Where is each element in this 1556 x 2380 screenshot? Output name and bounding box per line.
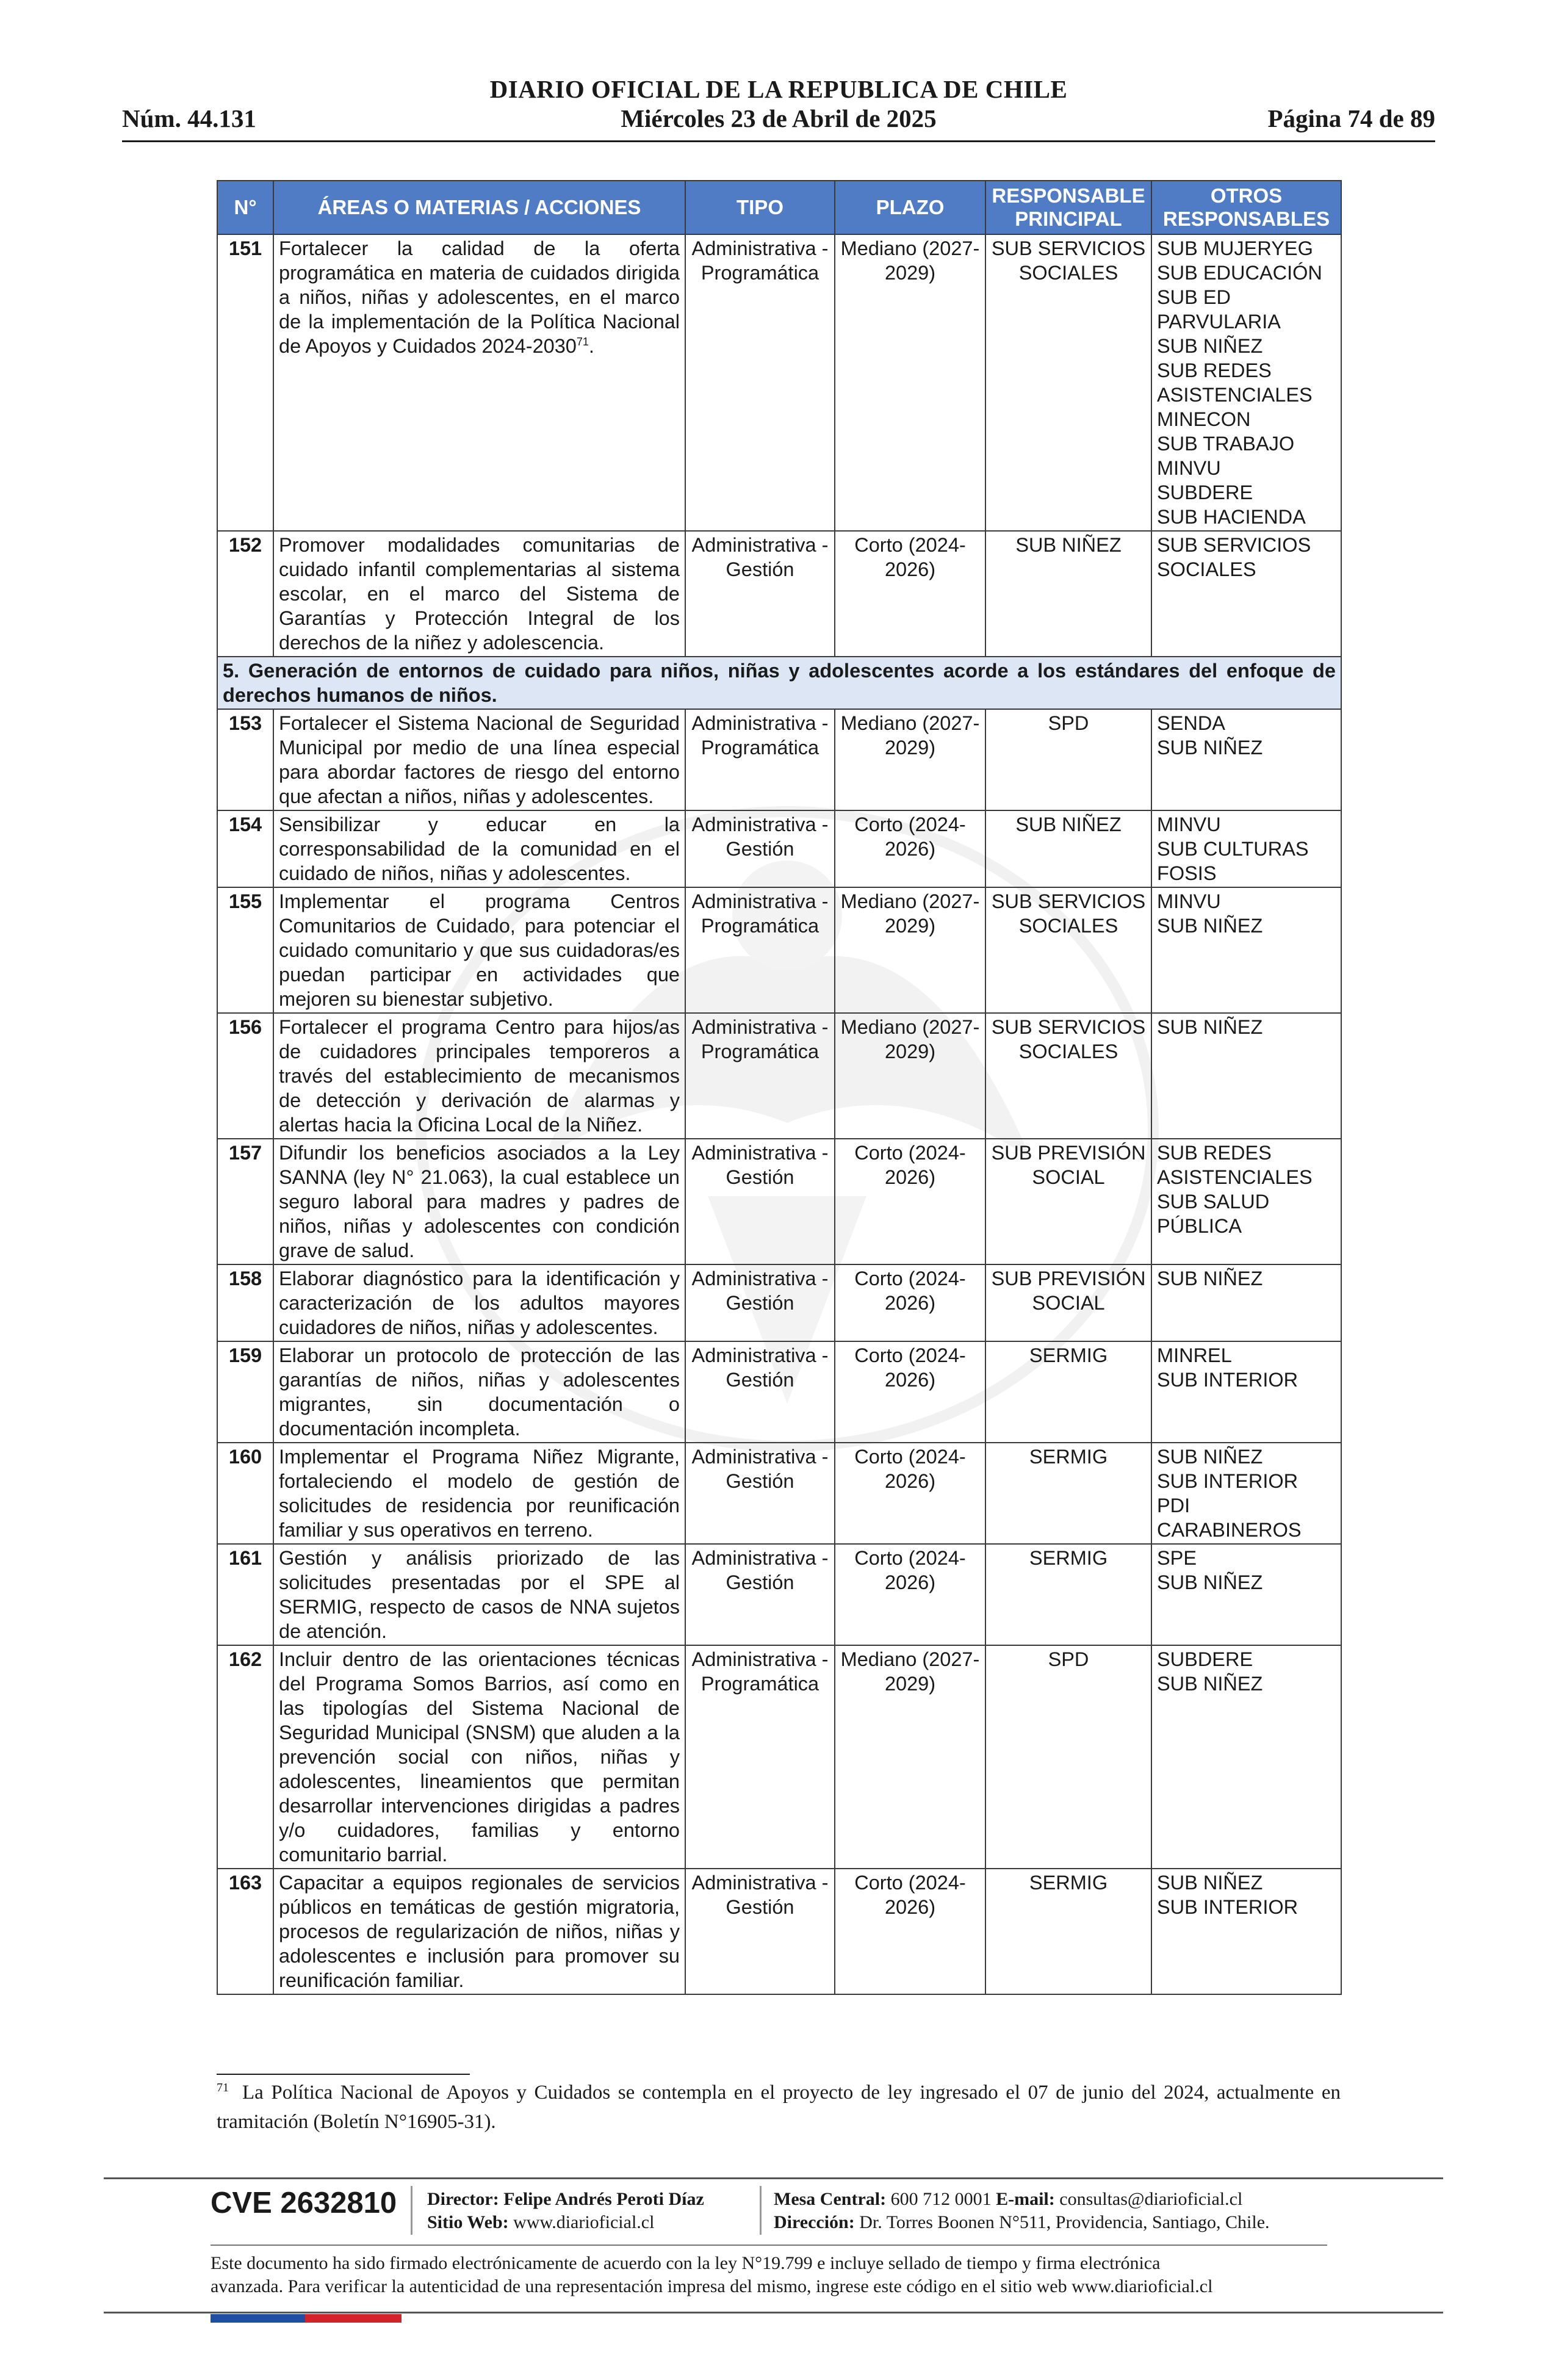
col-header-num: N° bbox=[217, 181, 273, 234]
footer-mid-rule bbox=[211, 2245, 1327, 2246]
other-responsible: SUB INTERIOR bbox=[1157, 1470, 1298, 1492]
table-body-section-5 bbox=[217, 709, 1341, 1994]
row-plazo: Corto (2024-2026) bbox=[835, 810, 985, 887]
row-otros bbox=[1151, 1139, 1341, 1264]
row-number: 153 bbox=[217, 709, 273, 810]
row-tipo: Administrativa - Gestión bbox=[685, 1443, 835, 1544]
row-otros bbox=[1151, 531, 1341, 657]
row-action-text: Capacitar a equipos regionales de servicios públicos en temáticas de gestión migratoria, procesos de regularización de niños, niñas y adolescentes e inclusión para promover su reunificación familiar. bbox=[279, 1872, 680, 1991]
phone-number: 600 712 0001 bbox=[890, 2189, 992, 2209]
row-plazo: Corto (2024-2026) bbox=[835, 531, 985, 657]
row-otros bbox=[1151, 234, 1341, 531]
row-number: 161 bbox=[217, 1544, 273, 1645]
row-responsable: SERMIG bbox=[985, 1341, 1151, 1443]
section-5-title: 5. Generación de entornos de cuidado para niños, niñas y adolescentes acorde a los estándares del enfoque de derechos humanos de niños. bbox=[217, 657, 1341, 709]
table-row bbox=[217, 1544, 1341, 1645]
row-number: 157 bbox=[217, 1139, 273, 1264]
row-plazo: Corto (2024-2026) bbox=[835, 1544, 985, 1645]
table-row bbox=[217, 1139, 1341, 1264]
table-row bbox=[217, 234, 1341, 531]
other-responsible: SUB NIÑEZ bbox=[1157, 1872, 1263, 1894]
row-action bbox=[273, 1544, 685, 1645]
col-header-otros: OTROS RESPONSABLES bbox=[1151, 181, 1341, 234]
email-link[interactable]: consultas@diarioficial.cl bbox=[1059, 2189, 1243, 2209]
cve-code: CVE 2632810 bbox=[211, 2187, 397, 2220]
row-plazo: Corto (2024-2026) bbox=[835, 1869, 985, 1994]
other-responsible: SUB NIÑEZ bbox=[1157, 335, 1263, 357]
other-responsible: SUB NIÑEZ bbox=[1157, 1673, 1263, 1695]
table-row bbox=[217, 1443, 1341, 1544]
other-responsible: SUBDERE bbox=[1157, 481, 1253, 503]
other-responsible: MINVU bbox=[1157, 890, 1221, 912]
row-otros bbox=[1151, 1443, 1341, 1544]
row-tipo: Administrativa - Programática bbox=[685, 1645, 835, 1869]
row-action-text: Implementar el programa Centros Comunitarios de Cuidado, para potenciar el cuidado comunitario y que sus cuidadoras/es puedan participar en actividades que mejoren su bienestar subjetivo. bbox=[279, 890, 680, 1010]
other-responsible: SUB CULTURAS bbox=[1157, 838, 1309, 860]
row-otros bbox=[1151, 1264, 1341, 1341]
other-responsible: PARVULARIA bbox=[1157, 311, 1281, 333]
row-action bbox=[273, 531, 685, 657]
row-otros bbox=[1151, 1869, 1341, 1994]
row-tipo: Administrativa - Gestión bbox=[685, 1341, 835, 1443]
row-action-text: Implementar el Programa Niñez Migrante, fortaleciendo el modelo de gestión de solicitudes de residencia por reunificación familiar y sus operativos en terreno. bbox=[279, 1446, 680, 1541]
other-responsible: SUB NIÑEZ bbox=[1157, 737, 1263, 759]
row-otros bbox=[1151, 1013, 1341, 1139]
other-responsible: MINECON bbox=[1157, 408, 1251, 430]
other-responsible: PÚBLICA bbox=[1157, 1215, 1242, 1237]
row-responsable: SERMIG bbox=[985, 1544, 1151, 1645]
row-action bbox=[273, 1264, 685, 1341]
row-responsable: SUB SERVICIOS SOCIALES bbox=[985, 234, 1151, 531]
other-responsible: ASISTENCIALES bbox=[1157, 1166, 1313, 1188]
row-action bbox=[273, 1139, 685, 1264]
row-number: 160 bbox=[217, 1443, 273, 1544]
other-responsible: MINVU bbox=[1157, 813, 1221, 835]
header-rule bbox=[122, 140, 1435, 142]
other-responsible: SENDA bbox=[1157, 712, 1225, 734]
row-action bbox=[273, 1869, 685, 1994]
other-responsible: SUB SERVICIOS bbox=[1157, 534, 1311, 556]
row-plazo: Mediano (2027-2029) bbox=[835, 234, 985, 531]
row-plazo: Mediano (2027-2029) bbox=[835, 1645, 985, 1869]
row-action bbox=[273, 1443, 685, 1544]
other-responsible: SUB SALUD bbox=[1157, 1191, 1270, 1213]
row-plazo: Corto (2024-2026) bbox=[835, 1139, 985, 1264]
other-responsible: SUB NIÑEZ bbox=[1157, 1571, 1263, 1593]
row-number: 156 bbox=[217, 1013, 273, 1139]
row-action-text: Difundir los beneficios asociados a la Ley SANNA (ley N° 21.063), la cual establece un seguro laboral para madres y padres de niños, niñas y adolescentes con condición grave de salud. bbox=[279, 1142, 680, 1261]
other-responsible: SUB MUJERYEG bbox=[1157, 237, 1313, 259]
row-responsable: SUB PREVISIÓN SOCIAL bbox=[985, 1264, 1151, 1341]
other-responsible: FOSIS bbox=[1157, 862, 1217, 884]
table-row bbox=[217, 810, 1341, 887]
page-indicator: Página 74 de 89 bbox=[1267, 104, 1435, 132]
row-number: 154 bbox=[217, 810, 273, 887]
other-responsible: SUB NIÑEZ bbox=[1157, 1016, 1263, 1038]
row-action bbox=[273, 709, 685, 810]
row-responsable: SERMIG bbox=[985, 1443, 1151, 1544]
row-otros bbox=[1151, 709, 1341, 810]
director-name: Felipe Andrés Peroti Díaz bbox=[503, 2189, 704, 2209]
other-responsible: SUB TRABAJO bbox=[1157, 433, 1295, 455]
col-header-tipo: TIPO bbox=[685, 181, 835, 234]
flag-stripe-red bbox=[305, 2314, 402, 2323]
row-number: 159 bbox=[217, 1341, 273, 1443]
row-responsable: SUB SERVICIOS SOCIALES bbox=[985, 887, 1151, 1013]
row-plazo: Corto (2024-2026) bbox=[835, 1264, 985, 1341]
other-responsible: SUBDERE bbox=[1157, 1648, 1253, 1670]
row-action-text: Gestión y análisis priorizado de las solicitudes presentadas por el SPE al SERMIG, respecto de casos de NNA sujetos de atención. bbox=[279, 1547, 680, 1642]
row-action bbox=[273, 887, 685, 1013]
other-responsible: PDI bbox=[1157, 1495, 1190, 1516]
footer-contact-block: Mesa Central: 600 712 0001 E-mail: consultas@diarioficial.cl Dirección: Dr. Torres Boonen N°511, Providencia, Santiago, Chile. bbox=[774, 2189, 1270, 2232]
row-plazo: Corto (2024-2026) bbox=[835, 1341, 985, 1443]
row-otros bbox=[1151, 810, 1341, 887]
footnote-rule bbox=[217, 2074, 470, 2075]
other-responsible: SOCIALES bbox=[1157, 558, 1256, 580]
actions-table bbox=[217, 180, 1342, 1995]
other-responsible: SUB EDUCACIÓN bbox=[1157, 262, 1322, 284]
footer-director-block: Director: Felipe Andrés Peroti Díaz Sitio Web: www.diarioficial.cl bbox=[427, 2189, 704, 2232]
row-number: 163 bbox=[217, 1869, 273, 1994]
table-row bbox=[217, 1341, 1341, 1443]
other-responsible: SUB NIÑEZ bbox=[1157, 1446, 1263, 1468]
row-action bbox=[273, 1013, 685, 1139]
table-row bbox=[217, 1013, 1341, 1139]
row-plazo: Mediano (2027-2029) bbox=[835, 1013, 985, 1139]
row-tipo: Administrativa - Programática bbox=[685, 709, 835, 810]
row-responsable: SPD bbox=[985, 709, 1151, 810]
col-header-responsable: RESPONSABLE PRINCIPAL bbox=[985, 181, 1151, 234]
table-row bbox=[217, 1645, 1341, 1869]
website-link[interactable]: www.diarioficial.cl bbox=[513, 2212, 655, 2232]
other-responsible: MINVU bbox=[1157, 457, 1221, 479]
footnote-text: La Política Nacional de Apoyos y Cuidados se contempla en el proyecto de ley ingresado el 07 de junio del 2024, actualmente en tramitación (Boletín N°16905-31). bbox=[217, 2082, 1341, 2133]
row-responsable: SUB SERVICIOS SOCIALES bbox=[985, 1013, 1151, 1139]
journal-title: DIARIO OFICIAL DE LA REPUBLICA DE CHILE bbox=[489, 75, 1068, 103]
table-row bbox=[217, 709, 1341, 810]
row-responsable: SUB NIÑEZ bbox=[985, 531, 1151, 657]
footer-top-rule bbox=[104, 2177, 1443, 2179]
table-row bbox=[217, 531, 1341, 657]
row-tipo: Administrativa - Programática bbox=[685, 887, 835, 1013]
row-plazo: Mediano (2027-2029) bbox=[835, 709, 985, 810]
row-action bbox=[273, 810, 685, 887]
table-header-row bbox=[217, 181, 1341, 234]
flag-stripe-blue bbox=[211, 2314, 305, 2323]
table-row bbox=[217, 1264, 1341, 1341]
table-body-section-4 bbox=[217, 234, 1341, 657]
footer-bottom-rule bbox=[104, 2312, 1443, 2313]
other-responsible: SUB INTERIOR bbox=[1157, 1896, 1298, 1918]
row-tipo: Administrativa - Gestión bbox=[685, 1544, 835, 1645]
footer-divider bbox=[411, 2186, 412, 2235]
col-header-plazo: PLAZO bbox=[835, 181, 985, 234]
row-otros bbox=[1151, 1645, 1341, 1869]
row-tipo: Administrativa - Gestión bbox=[685, 1264, 835, 1341]
row-responsable: SUB PREVISIÓN SOCIAL bbox=[985, 1139, 1151, 1264]
footnote-marker: 71 bbox=[576, 336, 589, 348]
footnote-ref: 71 bbox=[217, 2081, 229, 2094]
row-tipo: Administrativa - Gestión bbox=[685, 1139, 835, 1264]
table-row bbox=[217, 1869, 1341, 1994]
row-responsable: SERMIG bbox=[985, 1869, 1151, 1994]
issue-number: Núm. 44.131 bbox=[122, 104, 256, 132]
page-header bbox=[122, 74, 1435, 143]
other-responsible: SUB INTERIOR bbox=[1157, 1369, 1298, 1391]
other-responsible: CARABINEROS bbox=[1157, 1519, 1302, 1541]
other-responsible: SPE bbox=[1157, 1547, 1197, 1569]
other-responsible: SUB HACIENDA bbox=[1157, 506, 1306, 528]
row-tipo: Administrativa - Gestión bbox=[685, 1869, 835, 1994]
signature-notice: Este documento ha sido firmado electrónicamente de acuerdo con la ley N°19.799 e incluye sellado de tiempo y firma electrónica avanzada. Para verificar la autenticidad de una representación impresa del mismo, ingrese este código en el sitio web www.diarioficial.cl bbox=[211, 2253, 1213, 2296]
row-action-text: Elaborar diagnóstico para la identificación y caracterización de los adultos mayores cuidadores de niños, niñas y adolescentes. bbox=[279, 1268, 680, 1338]
section-5-row bbox=[217, 657, 1341, 709]
row-number: 158 bbox=[217, 1264, 273, 1341]
row-number: 162 bbox=[217, 1645, 273, 1869]
row-action-text: Elaborar un protocolo de protección de las garantías de niños, niñas y adolescentes migrantes, sin documentación o documentación incompleta. bbox=[279, 1344, 680, 1440]
footnote bbox=[217, 2078, 1341, 2137]
row-tipo: Administrativa - Gestión bbox=[685, 810, 835, 887]
row-action-text: Fortalecer el programa Centro para hijos/as de cuidadores principales temporeros a través del establecimiento de mecanismos de detección y derivación de alarmas y alertas hacia la Oficina Local de la Niñez. bbox=[279, 1016, 680, 1136]
row-number: 151 bbox=[217, 234, 273, 531]
row-action: Fortalecer la calidad de la oferta programática en materia de cuidados dirigida a niños, niñas y adolescentes, en el marco de la implementación de la Política Nacional de Apoyos y Cuidados 2024-2030$^{71}$. bbox=[273, 234, 685, 531]
row-plazo: Mediano (2027-2029) bbox=[835, 887, 985, 1013]
row-responsable: SPD bbox=[985, 1645, 1151, 1869]
row-otros bbox=[1151, 1544, 1341, 1645]
issue-date: Miércoles 23 de Abril de 2025 bbox=[621, 104, 937, 132]
other-responsible: ASISTENCIALES bbox=[1157, 384, 1313, 406]
row-tipo: Administrativa - Programática bbox=[685, 1013, 835, 1139]
row-otros bbox=[1151, 887, 1341, 1013]
other-responsible: SUB NIÑEZ bbox=[1157, 1268, 1263, 1289]
other-responsible: SUB REDES bbox=[1157, 1142, 1272, 1164]
table-row bbox=[217, 887, 1341, 1013]
other-responsible: SUB REDES bbox=[1157, 359, 1272, 381]
row-number: 152 bbox=[217, 531, 273, 657]
address: Dr. Torres Boonen N°511, Providencia, Santiago, Chile. bbox=[859, 2212, 1270, 2232]
row-action bbox=[273, 1645, 685, 1869]
other-responsible: SUB NIÑEZ bbox=[1157, 915, 1263, 937]
row-number: 155 bbox=[217, 887, 273, 1013]
other-responsible: SUB ED bbox=[1157, 286, 1231, 308]
row-responsable: SUB NIÑEZ bbox=[985, 810, 1151, 887]
row-tipo: Administrativa - Gestión bbox=[685, 531, 835, 657]
row-action-text: Sensibilizar y educar en la corresponsabilidad de la comunidad en el cuidado de niños, niñas y adolescentes. bbox=[279, 813, 680, 884]
row-plazo: Corto (2024-2026) bbox=[835, 1443, 985, 1544]
row-action-text: Fortalecer el Sistema Nacional de Seguridad Municipal por medio de una línea especial para abordar factores de riesgo del entorno que afectan a niños, niñas y adolescentes. bbox=[279, 712, 680, 807]
row-action-text: Fortalecer la calidad de la oferta programática en materia de cuidados dirigida a niños, niñas y adolescentes, en el marco de la implementación de la Política Nacional de Apoyos y Cuidados 2024-2030 bbox=[279, 237, 680, 357]
row-otros bbox=[1151, 1341, 1341, 1443]
footer-divider bbox=[760, 2186, 762, 2235]
col-header-area: ÁREAS O MATERIAS / ACCIONES bbox=[273, 181, 685, 234]
row-action-text: Incluir dentro de las orientaciones técnicas del Programa Somos Barrios, así como en las tipologías del Sistema Nacional de Seguridad Municipal (SNSM) que aluden a la prevención social con niños, niñas y adolescentes, lineamientos que permitan desarrollar intervenciones dirigidas a padres y/o cuidadores, familias y entorno comunitario barrial. bbox=[279, 1648, 680, 1866]
table-section-5 bbox=[217, 657, 1341, 709]
row-action bbox=[273, 1341, 685, 1443]
row-tipo: Administrativa - Programática bbox=[685, 234, 835, 531]
other-responsible: MINREL bbox=[1157, 1344, 1232, 1366]
row-action-text: Promover modalidades comunitarias de cuidado infantil complementarias al sistema escolar, en el marco del Sistema de Garantías y Protección Integral de los derechos de la niñez y adolescencia. bbox=[279, 534, 680, 654]
